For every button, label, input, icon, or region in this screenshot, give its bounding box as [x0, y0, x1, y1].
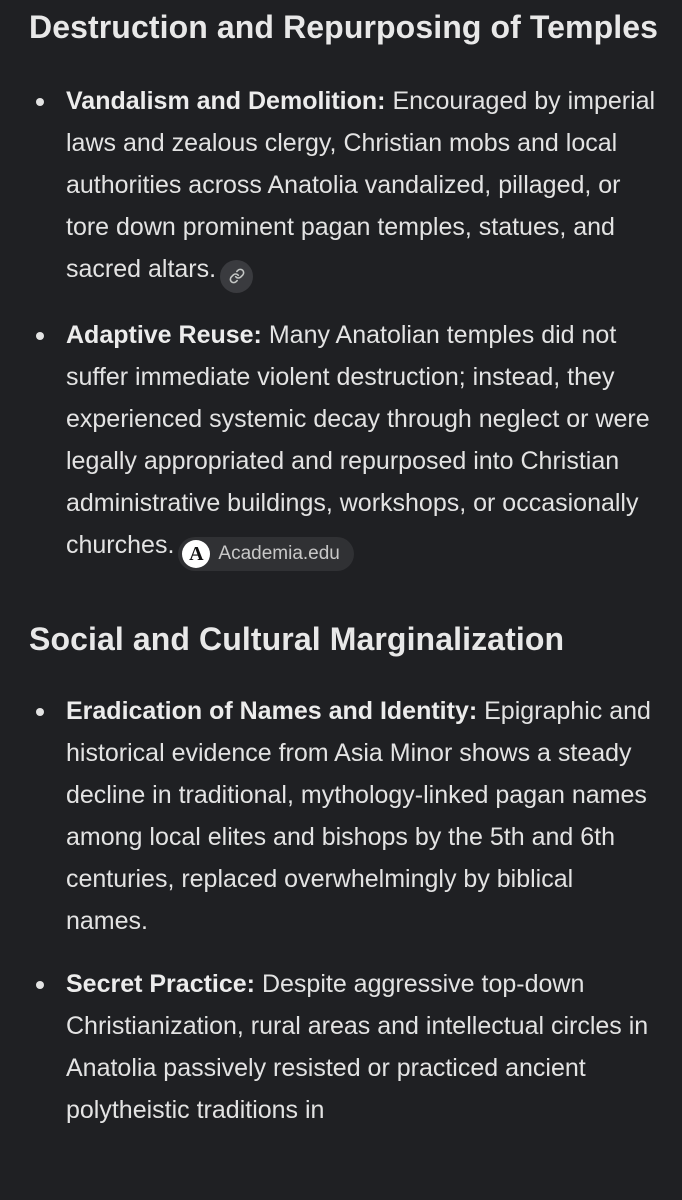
citation-link-button[interactable] — [220, 260, 253, 293]
section-heading-destruction: Destruction and Repurposing of Temples — [29, 9, 659, 45]
item-text: Encouraged by imperial laws and zealous clergy, Christian mobs and local authorities across Anatolia vandalized, pillaged, or tore down prominent pagan temples, statues, and sacred altars. — [66, 87, 656, 283]
list-item-secret-practice — [29, 963, 662, 1131]
source-name: Academia.edu — [218, 543, 340, 564]
bullet-list-marginalization — [29, 690, 662, 1131]
item-term: Secret Practice: — [66, 969, 256, 998]
item-term: Eradication of Names and Identity: — [66, 696, 478, 725]
link-icon — [229, 268, 245, 284]
item-text: Epigraphic and historical evidence from Asia Minor shows a steady decline in traditional, mythology-linked pagan names among local elites and bishops by the 5th and 6th centuries, replaced overwhelmingly by biblical names. — [66, 696, 651, 935]
item-text: Many Anatolian temples did not suffer immediate violent destruction; instead, they experienced systemic decay through neglect or were legally appropriated and repurposed into Christian administrative buildings, workshops, or occasionally churches. — [66, 320, 650, 559]
section-heading-marginalization: Social and Cultural Marginalization — [29, 620, 565, 657]
item-term: Adaptive Reuse: — [66, 320, 262, 349]
list-item-vandalism — [29, 80, 662, 293]
item-text: Despite aggressive top-down Christianization, rural areas and intellectual circles in Anatolia passively resisted or practiced ancient polytheistic traditions in — [66, 969, 649, 1124]
list-item-eradication — [29, 690, 662, 942]
source-chip-academia[interactable] — [178, 537, 353, 571]
list-item-adaptive-reuse — [29, 314, 662, 571]
academia-logo-icon: A — [182, 540, 210, 568]
item-term: Vandalism and Demolition: — [66, 87, 386, 115]
bullet-list-destruction — [29, 80, 662, 571]
